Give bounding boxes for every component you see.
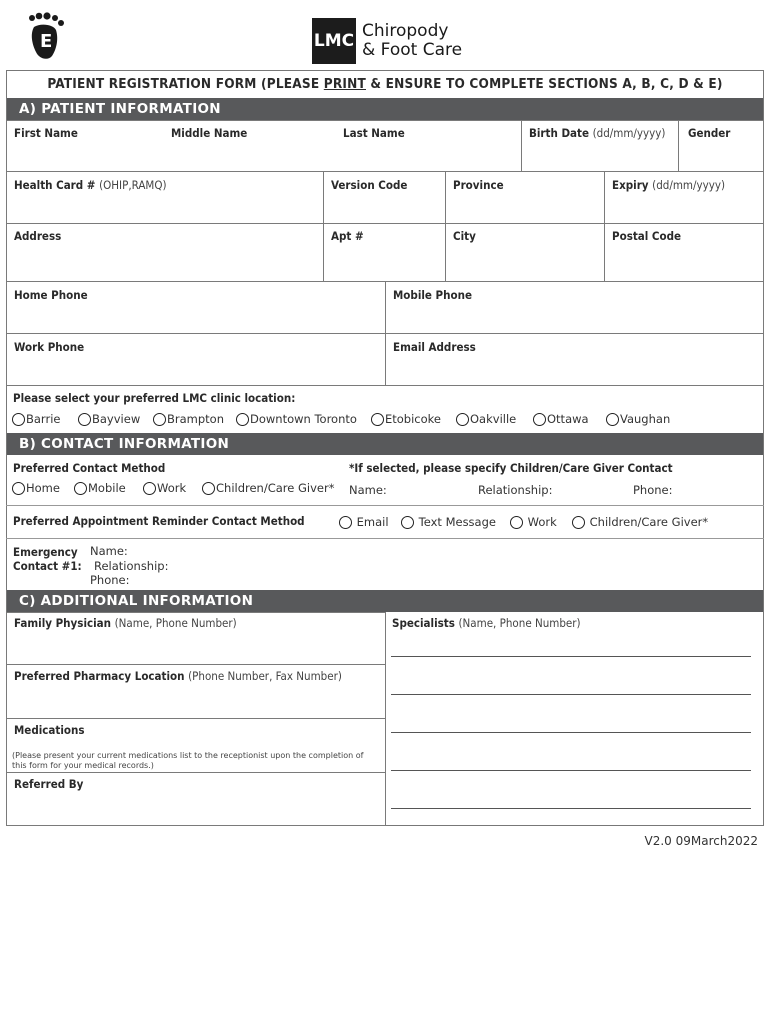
- divider: [6, 538, 764, 539]
- radio-icon[interactable]: [606, 413, 619, 426]
- mobile-phone-label: Mobile Phone: [393, 288, 472, 302]
- health-card-label: Health Card # (OHIP,RAMQ): [14, 178, 167, 192]
- address-label: Address: [14, 229, 62, 243]
- gender-label: Gender: [688, 126, 731, 140]
- work-phone-field[interactable]: [6, 333, 386, 386]
- address-field[interactable]: [6, 223, 324, 282]
- radio-icon[interactable]: [153, 413, 166, 426]
- clinic-option-etobicoke[interactable]: Etobicoke: [371, 412, 441, 426]
- clinic-option-oakville[interactable]: Oakville: [456, 412, 516, 426]
- brand-badge: [312, 18, 356, 64]
- email-label: Email Address: [393, 340, 476, 354]
- medications-label: Medications: [14, 723, 85, 737]
- clinic-option-bayview[interactable]: Bayview: [78, 412, 140, 426]
- province-label: Province: [453, 178, 504, 192]
- radio-icon[interactable]: [78, 413, 91, 426]
- work-phone-label: Work Phone: [14, 340, 85, 354]
- form-title: [6, 76, 764, 92]
- clinic-option-barrie[interactable]: Barrie: [12, 412, 60, 426]
- version-code-field[interactable]: [323, 171, 446, 224]
- home-phone-field[interactable]: [6, 281, 386, 334]
- specialists-line-5[interactable]: [391, 808, 751, 809]
- apt-label: Apt #: [331, 229, 364, 243]
- referred-by-field[interactable]: [6, 772, 386, 826]
- expiry-field[interactable]: [604, 171, 764, 224]
- birth-date-field[interactable]: [521, 120, 679, 172]
- radio-icon[interactable]: [339, 516, 352, 529]
- first-name-label: First Name: [14, 126, 78, 140]
- city-label: City: [453, 229, 476, 243]
- radio-icon[interactable]: [371, 413, 384, 426]
- contact-option-mobile[interactable]: Mobile: [74, 481, 126, 495]
- gender-field[interactable]: [678, 120, 764, 172]
- emergency-relationship-label: Relationship:: [94, 559, 169, 573]
- pharmacy-label: Preferred Pharmacy Location (Phone Number, Fax Number): [14, 669, 342, 683]
- brand-name-line1: Chiropody: [362, 21, 449, 41]
- mobile-phone-field[interactable]: [385, 281, 764, 334]
- referred-by-label: Referred By: [14, 777, 84, 791]
- brand-name-line2: & Foot Care: [362, 40, 463, 60]
- reminder-option-caregiver[interactable]: Children/Care Giver*: [572, 515, 708, 529]
- email-field[interactable]: [385, 333, 764, 386]
- pharmacy-field[interactable]: [6, 664, 386, 719]
- clinic-option-downtown-toronto[interactable]: Downtown Toronto: [236, 412, 357, 426]
- radio-icon[interactable]: [143, 482, 156, 495]
- apt-field[interactable]: [323, 223, 446, 282]
- postal-code-label: Postal Code: [612, 229, 682, 243]
- province-field[interactable]: [445, 171, 605, 224]
- specialists-line-4[interactable]: [391, 770, 751, 771]
- radio-icon[interactable]: [202, 482, 215, 495]
- brand-badge-text: LMC: [313, 31, 355, 51]
- family-physician-label: Family Physician (Name, Phone Number): [14, 616, 237, 630]
- contact-option-home[interactable]: Home: [12, 481, 60, 495]
- specialists-line-1[interactable]: [391, 656, 751, 657]
- radio-icon[interactable]: [533, 413, 546, 426]
- caregiver-relationship-label: Relationship:: [478, 483, 553, 497]
- reminder-option-work[interactable]: Work: [510, 515, 557, 529]
- city-field[interactable]: [445, 223, 605, 282]
- radio-icon[interactable]: [456, 413, 469, 426]
- specialists-line-2[interactable]: [391, 694, 751, 695]
- version-footer: V2.0 09March2022: [644, 834, 758, 848]
- clinic-option-vaughan[interactable]: Vaughan: [606, 412, 670, 426]
- reminder-method-label: Preferred Appointment Reminder Contact Method: [13, 514, 305, 528]
- contact-option-work[interactable]: Work: [143, 481, 186, 495]
- radio-icon[interactable]: [572, 516, 585, 529]
- middle-name-label: Middle Name: [171, 126, 248, 140]
- radio-icon[interactable]: [236, 413, 249, 426]
- emergency-contact-label-1: Emergency: [13, 545, 78, 559]
- medications-field[interactable]: [6, 718, 386, 773]
- emergency-phone-label: Phone:: [90, 573, 130, 587]
- contact-option-caregiver[interactable]: Children/Care Giver*: [202, 481, 334, 495]
- emergency-name-label: Name:: [90, 544, 128, 558]
- reminder-option-email[interactable]: Email: [339, 515, 389, 529]
- logo-letter: E: [40, 31, 53, 52]
- radio-icon[interactable]: [510, 516, 523, 529]
- section-a-header: A) PATIENT INFORMATION: [7, 98, 763, 120]
- emergency-contact-label-2: Contact #1:: [13, 559, 82, 573]
- specialists-label: Specialists (Name, Phone Number): [392, 616, 581, 630]
- clinic-option-brampton[interactable]: Brampton: [153, 412, 224, 426]
- foot-logo: [26, 12, 66, 62]
- preferred-contact-label: Preferred Contact Method: [13, 461, 166, 475]
- section-c-header: C) ADDITIONAL INFORMATION: [7, 590, 763, 612]
- expiry-label: Expiry (dd/mm/yyyy): [612, 178, 725, 192]
- form-title-end: & ENSURE TO COMPLETE SECTIONS A, B, C, D & E): [366, 76, 723, 92]
- home-phone-label: Home Phone: [14, 288, 88, 302]
- postal-code-field[interactable]: [604, 223, 764, 282]
- radio-icon[interactable]: [12, 413, 25, 426]
- family-physician-field[interactable]: [6, 612, 386, 665]
- medications-note: (Please present your current medications list to the receptionist upon the completion of this form for your medical records.): [12, 751, 364, 770]
- caregiver-note: *If selected, please specify Children/Care Giver Contact: [349, 461, 673, 475]
- last-name-label: Last Name: [343, 126, 405, 140]
- clinic-option-ottawa[interactable]: Ottawa: [533, 412, 589, 426]
- specialists-line-3[interactable]: [391, 732, 751, 733]
- divider: [6, 505, 764, 506]
- caregiver-name-label: Name:: [349, 483, 387, 497]
- health-card-field[interactable]: [6, 171, 324, 224]
- version-code-label: Version Code: [331, 178, 408, 192]
- birth-date-label: Birth Date (dd/mm/yyyy): [529, 126, 666, 140]
- clinic-location-prompt: Please select your preferred LMC clinic location:: [13, 391, 296, 405]
- radio-icon[interactable]: [74, 482, 87, 495]
- form-title-start: PATIENT REGISTRATION FORM (PLEASE: [47, 76, 324, 92]
- caregiver-phone-label: Phone:: [633, 483, 673, 497]
- radio-icon[interactable]: [12, 482, 25, 495]
- radio-icon[interactable]: [401, 516, 414, 529]
- form-title-print: PRINT: [323, 76, 366, 92]
- first-name-field[interactable]: [6, 120, 522, 172]
- reminder-option-text[interactable]: Text Message: [401, 515, 496, 529]
- section-b-header: B) CONTACT INFORMATION: [7, 433, 763, 455]
